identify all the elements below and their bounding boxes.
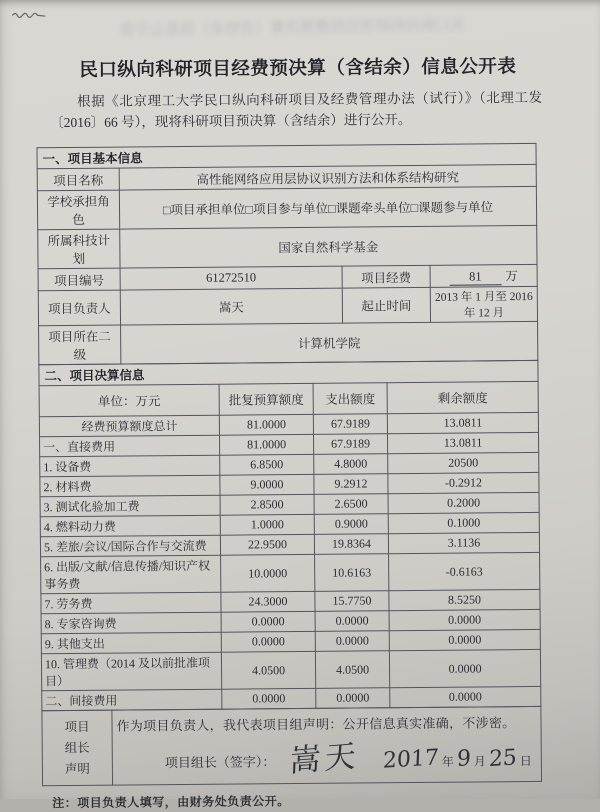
budget-cell-label: 2. 材料费 — [40, 475, 220, 497]
funding-amount: 81 — [449, 269, 501, 285]
budget-cell-spent: 19.8364 — [314, 534, 388, 555]
handwritten-signature: 嵩天 — [288, 737, 360, 780]
declaration-content-cell — [112, 706, 542, 785]
footnote: 注：项目负责人填写，由财务处负责公开。 — [52, 794, 290, 811]
budget-cell-remaining: 8.5250 — [389, 589, 540, 610]
budget-cell-label: 7. 劳务费 — [41, 592, 221, 614]
budget-cell-spent: 67.9189 — [314, 434, 388, 455]
budget-cell-remaining: 3.1136 — [388, 532, 539, 553]
budget-unit-header: 单位：万元 — [39, 384, 219, 417]
budget-section-title: 二、项目决算信息 — [39, 360, 538, 385]
declaration-table — [41, 706, 542, 786]
school-label: 项目所在二级 — [39, 325, 121, 365]
budget-col-spent: 支出额度 — [313, 383, 387, 415]
budget-cell-label: 8. 专家咨询费 — [41, 612, 221, 634]
declaration-row — [42, 706, 542, 785]
budget-cell-label: 4. 燃料动力费 — [40, 515, 220, 537]
budget-cell-spent: 4.8000 — [314, 454, 388, 475]
school-role-label: 学校承担角色 — [37, 190, 119, 230]
project-name-value: 高性能网络应用层协议识别方法和体系结构研究 — [119, 164, 536, 190]
budget-table-body — [39, 360, 541, 710]
budget-cell-approved: 81.0000 — [219, 414, 313, 435]
budget-cell-spent: 2.6500 — [314, 494, 388, 515]
school-row — [39, 321, 538, 364]
school-value: 计算机学院 — [121, 321, 538, 364]
signature-row — [117, 737, 537, 780]
budget-cell-approved: 0.0000 — [221, 611, 315, 632]
date-year: 2017 — [382, 745, 440, 774]
declaration-label-line3: 声明 — [64, 761, 90, 776]
budget-cell-remaining: 13.0811 — [387, 432, 538, 453]
budget-cell-spent: 15.7750 — [315, 591, 389, 612]
date-month: 9 — [456, 746, 472, 773]
leader-row — [38, 286, 537, 325]
budget-cell-remaining: 0.0000 — [390, 686, 541, 707]
budget-cell-approved: 6.8500 — [220, 454, 314, 475]
basic-info-table — [36, 143, 538, 365]
budget-cell-remaining: 13.0811 — [387, 412, 538, 433]
budget-cell-spent: 67.9189 — [313, 414, 387, 435]
budget-cell-remaining: 0.0000 — [389, 649, 540, 687]
budget-cell-spent: 0.0000 — [315, 611, 389, 632]
budget-cell-label: 10. 管理费（2014 及以前批准项目） — [41, 652, 221, 691]
declaration-label-line2: 组长 — [64, 740, 90, 755]
budget-cell-spent: 0.0000 — [315, 631, 389, 652]
budget-cell-approved: 1.0000 — [220, 514, 314, 535]
funding-unit: 万 — [505, 269, 518, 284]
signature-label: 项目组长（签字）： — [164, 754, 276, 771]
budget-cell-spent: 9.2912 — [314, 474, 388, 495]
budget-row — [41, 649, 540, 690]
date-day: 25 — [488, 745, 518, 773]
budget-table — [38, 360, 541, 711]
budget-cell-label: 经费预算额度总计 — [39, 415, 219, 437]
budget-cell-approved: 10.0000 — [221, 554, 315, 592]
budget-cell-label: 3. 测试化验加工费 — [40, 495, 220, 517]
school-role-row — [37, 186, 536, 229]
leader-label: 项目负责人 — [38, 290, 120, 326]
date-year-suffix: 年 — [441, 754, 454, 769]
program-label: 所属科技计划 — [38, 229, 120, 269]
project-number-value: 61272510 — [120, 266, 342, 290]
budget-cell-spent: 0.9000 — [314, 514, 388, 535]
budget-cell-approved: 9.0000 — [220, 474, 314, 495]
budget-cell-remaining: 0.0000 — [389, 629, 540, 650]
budget-cell-approved: 0.0000 — [222, 688, 316, 709]
budget-cell-label: 6. 出版/文献/信息传播/知识产权事务费 — [41, 555, 221, 594]
funding-label: 项目经费 — [342, 265, 430, 288]
budget-col-approved: 批复预算额度 — [219, 383, 313, 415]
project-number-label: 项目编号 — [38, 268, 120, 291]
budget-cell-remaining: -0.2912 — [388, 472, 539, 493]
budget-cell-approved: 81.0000 — [220, 434, 314, 455]
school-role-checkboxes: □项目承担单位□项目参与单位□课题牵头单位□课题参与单位 — [119, 186, 536, 229]
budget-cell-label: 5. 差旅/会议/国际合作与交流费 — [40, 535, 220, 557]
bleed-through-text: 民口纵向科研项目经费预决算（含结余）信息公开表 — [119, 16, 466, 39]
declaration-left-label — [42, 710, 113, 786]
budget-cell-spent: 0.0000 — [316, 688, 390, 709]
budget-cell-remaining: 0.1000 — [388, 512, 539, 533]
project-name-label: 项目名称 — [37, 168, 119, 191]
program-row — [38, 225, 537, 268]
declaration-label-line1: 项目 — [64, 719, 90, 734]
date-day-suffix: 日 — [519, 753, 532, 769]
budget-cell-approved: 24.3000 — [221, 591, 315, 612]
budget-cell-approved: 2.8500 — [220, 494, 314, 515]
budget-cell-spent: 10.6163 — [315, 554, 389, 592]
intro-paragraph: 根据《北京理工大学民口纵向科研项目及经费管理办法（试行）》（北理工发〔2016〕66 号），现将科研项目预决算（含结余）进行公开。 — [50, 89, 543, 131]
budget-cell-spent: 4.0500 — [315, 651, 389, 689]
declaration-statement: 作为项目负责人，我代表项目组声明：公开信息真实准确，不涉密。 — [116, 715, 516, 734]
basic-info-section-title: 一、项目基本信息 — [37, 143, 536, 168]
budget-cell-label: 9. 其他支出 — [41, 632, 221, 654]
budget-cell-approved: 0.0000 — [221, 631, 315, 652]
corner-mark-scribble — [10, 9, 50, 21]
budget-cell-approved: 4.0500 — [221, 651, 315, 689]
date-month-suffix: 月 — [473, 754, 486, 769]
budget-cell-remaining: -0.6163 — [389, 552, 540, 590]
budget-cell-label: 二、间接费用 — [42, 689, 222, 711]
duration-value: 2013 年 1 月至 2016 年 12 月 — [430, 286, 537, 322]
program-value: 国家自然科学基金 — [120, 225, 537, 268]
budget-cell-remaining: 0.2000 — [388, 492, 539, 513]
budget-cell-remaining: 0.0000 — [389, 609, 540, 630]
budget-col-remaining: 剩余额度 — [387, 381, 538, 413]
budget-cell-remaining: 20500 — [388, 452, 539, 473]
page-title: 民口纵向科研项目经费预决算（含结余）信息公开表 — [79, 55, 517, 80]
budget-cell-approved: 22.9500 — [220, 534, 314, 555]
budget-row — [41, 552, 540, 593]
budget-cell-label: 1. 设备费 — [40, 455, 220, 477]
budget-header-row — [39, 381, 538, 416]
funding-value-cell — [430, 264, 537, 287]
budget-cell-label: 一、直接费用 — [40, 435, 220, 457]
handwritten-date — [383, 746, 533, 772]
duration-label: 起止时间 — [342, 287, 430, 323]
leader-value: 嵩天 — [120, 288, 342, 325]
